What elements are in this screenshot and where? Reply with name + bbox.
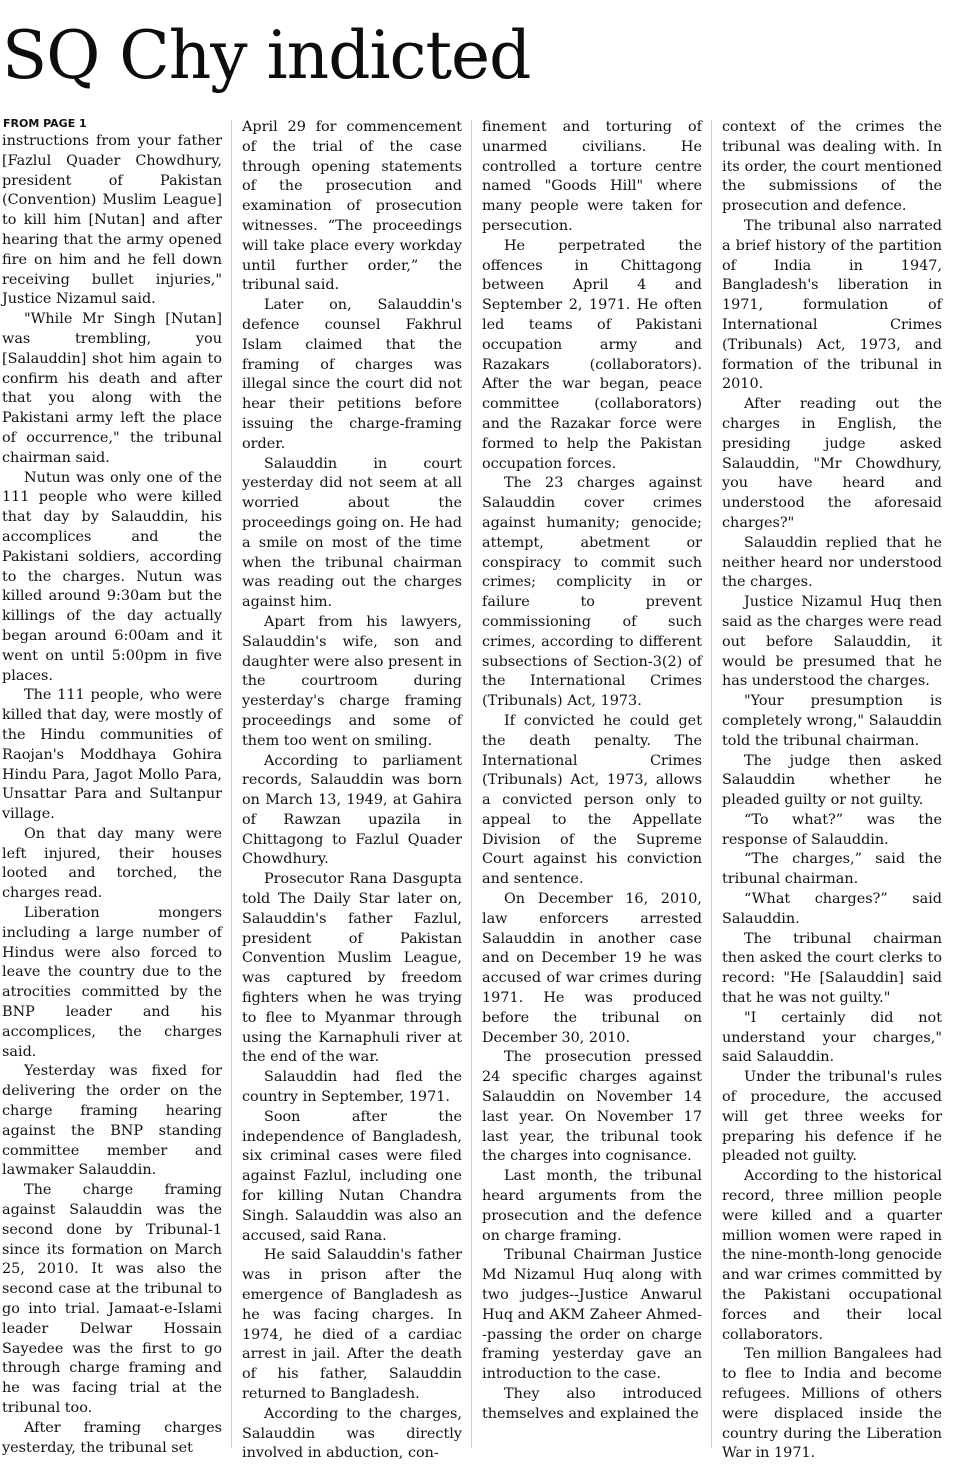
article-paragraph: Salauddin in court yesterday did not seem at all worried about the proceedings going on. He had a smile on most of the time when the tribunal chairman was reading out the charges against him. xyxy=(242,455,462,611)
article-paragraph: The 23 charges against Salauddin cover crimes against humanity; genocide; attempt, abetment or conspiracy to commit such crimes; complicity in or failure to prevent commissioning of such crimes, according to different subsections of Section-3(2) of the International Crimes (Tribunals) Act, 1973. xyxy=(482,475,702,710)
article-paragraph: Salauddin replied that he neither heard nor understood the charges. xyxy=(722,534,942,591)
article-column-3 xyxy=(482,118,702,1450)
article-paragraph: The charge framing against Salauddin was the second done by Tribunal-1 since its formation on March 25, 2010. It was also the second case at the tribunal to go into trial. Jamaat-e-Islami leader Delwar Hossain Sayedee was the first to go through charge framing and he was facing trial at the tribunal too. xyxy=(2,1182,222,1416)
article-paragraph: finement and torturing of unarmed civilians. He controlled a torture centre named "Goods Hill" where many people were taken for persecution. xyxy=(482,119,702,234)
headline: SQ Chy indicted xyxy=(2,17,531,94)
article-paragraph: The tribunal chairman then asked the court clerks to record: "He [Salauddin] said that he was not guilty." xyxy=(722,930,942,1007)
article-paragraph: Liberation mongers including a large number of Hindus were also forced to leave the country due to the atrocities committed by the BNP leader and his accomplices, the charges said. xyxy=(2,905,222,1060)
article-paragraph: “To what?” was the response of Salauddin. xyxy=(722,811,942,848)
article-paragraph: According to the charges, Salauddin was directly involved in abduction, con- xyxy=(242,1405,462,1462)
article-paragraph: Apart from his lawyers, Salauddin's wife, son and daughter were also present in the courtroom during yesterday's charge framing proceedings and some of them too went on smiling. xyxy=(242,613,462,749)
column-divider xyxy=(711,120,712,1448)
article-paragraph: If convicted he could get the death penalty. The International Crimes (Tribunals) Act, 1973, allows a convicted person only to appeal to the Appellate Division of the Supreme Court against his conviction and sentence. xyxy=(482,712,702,888)
article-paragraph: instructions from your father [Fazlul Quader Chowdhury, president of Pakistan (Convention) Muslim League] to kill him [Nutan] and after hearing that the army opened fire on him and he fell down receiving bullet injuries," Justice Nizamul said. xyxy=(2,133,222,308)
article-paragraph: context of the crimes the tribunal was dealing with. In its order, the court mentioned the submissions of the prosecution and defence. xyxy=(722,119,942,215)
dateline-from-page: FROM PAGE 1 xyxy=(3,117,87,130)
article-paragraph: After reading out the charges in English, the presiding judge asked Salauddin, "Mr Chowdhury, you have heard and understood the aforesaid charges?" xyxy=(722,396,942,531)
article-paragraph: On that day many were left injured, their houses looted and torched, the charges read. xyxy=(2,825,222,902)
article-paragraph: The 111 people, who were killed that day, were mostly of the Hindu communities of Raojan's Moddhaya Gohira Hindu Para, Jagot Mollo Para, Unsattar Para and Sultanpur village. xyxy=(2,687,222,823)
article-paragraph: According to the historical record, three million people were killed and a quarter million women were raped in the nine-month-long genocide and war crimes committed by the Pakistani occupational forces and their local collaborators. xyxy=(722,1168,942,1343)
article-column-1 xyxy=(2,132,222,1456)
article-paragraph: "I certainly did not understand your charges," said Salauddin. xyxy=(722,1009,942,1066)
article-paragraph: Tribunal Chairman Justice Md Nizamul Huq along with two judges--Justice Anwarul Huq and AKM Zaheer Ahmed--passing the order on charge framing yesterday gave an introduction to the case. xyxy=(482,1247,702,1383)
article-paragraph: According to parliament records, Salauddin was born on March 13, 1949, at Gahira of Rawzan upazila in Chittagong to Fazlul Quader Chowdhury. xyxy=(242,752,462,868)
article-paragraph: Soon after the independence of Bangladesh, six criminal cases were filed against Fazlul, including one for killing Nutan Chandra Singh. Salauddin was also an accused, said Rana. xyxy=(242,1108,462,1244)
article-paragraph: The judge then asked Salauddin whether he pleaded guilty or not guilty. xyxy=(722,752,942,809)
article-paragraph: On December 16, 2010, law enforcers arrested Salauddin in another case and on December 19 he was accused of war crimes during 1971. He was produced before the tribunal on December 30, 2010. xyxy=(482,891,702,1046)
article-paragraph: They also introduced themselves and explained the xyxy=(482,1386,702,1422)
article-paragraph: Yesterday was fixed for delivering the order on the charge framing hearing against the BNP standing committee member and lawmaker Salauddin. xyxy=(2,1063,222,1179)
article-paragraph: He perpetrated the offences in Chittagong between April 4 and September 2, 1971. He often led teams of Pakistani occupation army and Razakars (collaborators). After the war began, peace committee (collaborators) and the Razakar force were formed to help the Pakistan occupation forces. xyxy=(482,237,702,472)
article-paragraph: Justice Nizamul Huq then said as the charges were read out before Salauddin, it would be presumed that he has understood the charges. xyxy=(722,594,942,690)
article-paragraph: The prosecution pressed 24 specific charges against Salauddin on November 14 last year. On November 17 last year, the tribunal took the charges into cognisance. xyxy=(482,1049,702,1165)
article-paragraph: Ten million Bangalees had to flee to India and become refugees. Millions of others were displaced inside the country during the Liberation War in 1971. xyxy=(722,1346,942,1462)
article-paragraph: "Your presumption is completely wrong," Salauddin told the tribunal chairman. xyxy=(722,693,942,749)
article-paragraph: Nutun was only one of the 111 people who were killed that day by Salauddin, his accomplices and the Pakistani soldiers, according to the charges. Nutun was killed around 9:30am but the killings of the day actually began around 6:00am and it went on until 5:00pm in five places. xyxy=(2,469,222,684)
article-paragraph: The tribunal also narrated a brief history of the partition of India in 1947, Bangladesh's liberation in 1971, formulation of International Crimes (Tribunals) Act, 1973, and formation of the tribunal in 2010. xyxy=(722,217,942,393)
article-paragraph: He said Salauddin's father was in prison after the emergence of Bangladesh as he was facing charges. In 1974, he died of a cardiac arrest in jail. After the death of his father, Salauddin returned to Bangladesh. xyxy=(242,1247,462,1402)
article-paragraph: "While Mr Singh [Nutan] was trembling, you [Salauddin] shot him again to confirm his death and after that you along with the Pakistani army left the place of occurrence," the tribunal chairman said. xyxy=(2,311,222,466)
article-paragraph: Under the tribunal's rules of procedure, the accused will get three weeks for preparing his defence if he pleaded not guilty. xyxy=(722,1069,942,1165)
article-paragraph: Later on, Salauddin's defence counsel Fakhrul Islam claimed that the framing of charges was illegal since the court did not hear their petitions before issuing the charge-framing order. xyxy=(242,297,462,452)
column-divider xyxy=(471,120,472,1448)
article-paragraph: Last month, the tribunal heard arguments from the prosecution and the defence on charge framing. xyxy=(482,1168,702,1244)
article-paragraph: April 29 for commencement of the trial of the case through opening statements of the prosecution and examination of prosecution witnesses. “The proceedings will take place every workday until further order,” the tribunal said. xyxy=(242,119,462,294)
article-paragraph: Prosecutor Rana Dasgupta told The Daily Star later on, Salauddin's father Fazlul, president of Pakistan Convention Muslim League, was captured by freedom fighters when he was trying to flee to Myanmar through using the Karnaphuli river at the end of the war. xyxy=(242,871,462,1066)
article-paragraph: After framing charges yesterday, the tribunal set xyxy=(2,1419,222,1456)
article-paragraph: “What charges?” said Salauddin. xyxy=(722,891,942,927)
article-paragraph: “The charges,” said the tribunal chairman. xyxy=(722,851,942,888)
article-paragraph: Salauddin had fled the country in September, 1971. xyxy=(242,1069,462,1106)
article-column-4 xyxy=(722,118,942,1462)
article-column-2 xyxy=(242,118,462,1462)
column-divider xyxy=(231,120,232,1448)
